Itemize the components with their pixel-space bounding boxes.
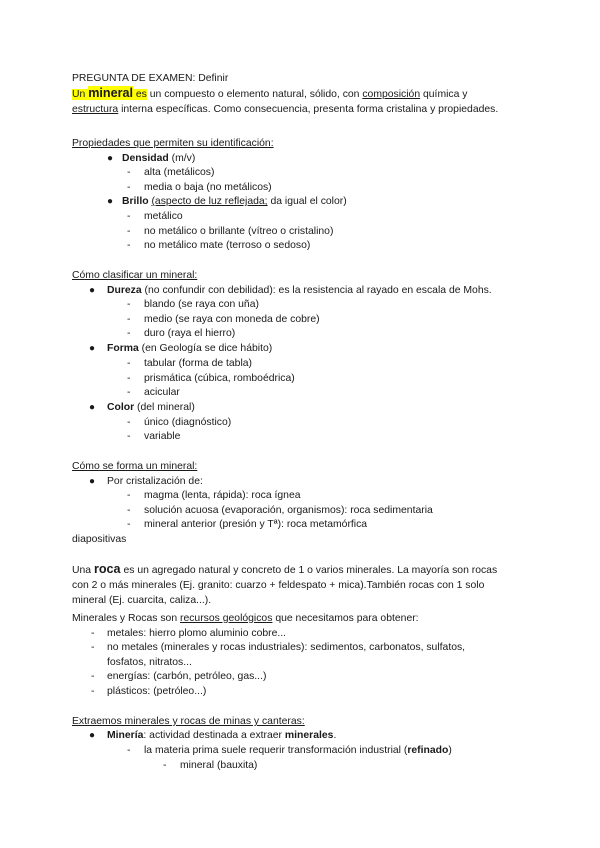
dash-icon: - (91, 642, 95, 653)
exam-header: PREGUNTA DE EXAMEN: Definir (72, 73, 229, 84)
dash-icon: - (127, 328, 131, 339)
dash-icon: - (127, 373, 131, 384)
section-title-clasificar: Cómo clasificar un mineral: (72, 270, 198, 281)
list-subitem: medio (se raya con moneda de cobre) (144, 314, 320, 325)
dash-icon: - (127, 490, 131, 501)
list-subitem: duro (raya el hierro) (144, 328, 236, 339)
list-item-mineria: Minería: actividad destinada a extraer minerales. (107, 730, 337, 741)
list-subitem: no metálico mate (terroso o sedoso) (144, 240, 311, 251)
underline-composicion: composición (362, 89, 421, 100)
dash-icon: - (127, 240, 131, 251)
list-item: metales: hierro plomo aluminio cobre... (107, 628, 287, 639)
list-subitem: mineral anterior (presión y Tª): roca metamórfica (144, 519, 368, 530)
bullet-icon: ● (89, 343, 96, 354)
roca-line-3: mineral (Ej. cuarcita, caliza...). (72, 595, 212, 606)
dash-icon: - (91, 671, 95, 682)
bullet-icon: ● (89, 285, 96, 296)
keyword-roca: roca (93, 562, 121, 576)
list-subitem-refinado: la materia prima suele requerir transformación industrial (refinado) (144, 745, 452, 756)
underline-estructura: estructura (72, 104, 119, 115)
list-subitem: metálico (144, 211, 183, 222)
list-item: energías: (carbón, petróleo, gas...) (107, 671, 267, 682)
dash-icon: - (127, 745, 131, 756)
list-item-densidad: Densidad (m/v) (122, 153, 196, 164)
list-item-continuation: fosfatos, nitratos... (107, 657, 192, 668)
list-item-cristalizacion: Por cristalización de: (107, 476, 203, 487)
list-subitem: blando (se raya con uña) (144, 299, 259, 310)
roca-line-2: con 2 o más minerales (Ej. granito: cuarzo + feldespato + mica).También rocas con 1 solo (72, 580, 485, 591)
list-subitem: variable (144, 431, 181, 442)
dash-icon: - (127, 387, 131, 398)
keyword-mineral: mineral (88, 86, 133, 100)
list-item-color: Color (del mineral) (107, 402, 195, 413)
dash-icon: - (127, 314, 131, 325)
list-subsubitem: mineral (bauxita) (180, 760, 258, 771)
section-title-extraemos: Extraemos minerales y rocas de minas y canteras: (72, 716, 305, 727)
dash-icon: - (127, 182, 131, 193)
dash-icon: - (127, 358, 131, 369)
highlight-un: Un (72, 89, 86, 100)
bullet-icon: ● (89, 730, 96, 741)
note-diapositivas: diapositivas (72, 534, 127, 545)
list-subitem: tabular (forma de tabla) (144, 358, 253, 369)
list-item-dureza: Dureza (no confundir con debilidad): es la resistencia al rayado en escala de Mohs. (107, 285, 492, 296)
dash-icon: - (127, 417, 131, 428)
list-item-brillo: Brillo (aspecto de luz reflejada; da igual el color) (122, 196, 347, 207)
dash-icon: - (91, 628, 95, 639)
dash-icon: - (127, 505, 131, 516)
list-item: plásticos: (petróleo...) (107, 686, 207, 697)
definition-line-1: Un mineral es un compuesto o elemento natural, sólido, con composición química y (72, 86, 468, 100)
bullet-icon: ● (89, 402, 96, 413)
roca-line-1: Una roca es un agregado natural y concreto de 1 o varios minerales. La mayoría son rocas (72, 562, 498, 576)
dash-icon: - (127, 211, 131, 222)
list-item-forma: Forma (en Geología se dice hábito) (107, 343, 273, 354)
definition-line-2: estructura interna específicas. Como consecuencia, presenta forma cristalina y propiedades. (72, 104, 499, 115)
bullet-icon: ● (107, 196, 114, 207)
list-item: no metales (minerales y rocas industriales): sedimentos, carbonatos, sulfatos, (107, 642, 466, 653)
list-subitem: prismática (cúbica, romboédrica) (144, 373, 295, 384)
section-title-propiedades: Propiedades que permiten su identificación: (72, 138, 274, 149)
recursos-line: Minerales y Rocas son recursos geológicos que necesitamos para obtener: (72, 613, 419, 624)
list-subitem: solución acuosa (evaporación, organismos): roca sedimentaria (144, 505, 433, 516)
dash-icon: - (127, 519, 131, 530)
dash-icon: - (127, 431, 131, 442)
bullet-icon: ● (89, 476, 96, 487)
dash-icon: - (127, 226, 131, 237)
list-subitem: alta (metálicos) (144, 167, 215, 178)
dash-icon: - (163, 760, 167, 771)
section-title-forma: Cómo se forma un mineral: (72, 461, 198, 472)
list-subitem: único (diagnóstico) (144, 417, 232, 428)
list-subitem: acicular (144, 387, 180, 398)
dash-icon: - (127, 299, 131, 310)
list-subitem: magma (lenta, rápida): roca ígnea (144, 490, 301, 501)
list-subitem: no metálico o brillante (vítreo o cristalino) (144, 226, 334, 237)
dash-icon: - (91, 686, 95, 697)
bullet-icon: ● (107, 153, 114, 164)
highlight-es: es (135, 89, 147, 100)
dash-icon: - (127, 167, 131, 178)
list-subitem: media o baja (no metálicos) (144, 182, 272, 193)
